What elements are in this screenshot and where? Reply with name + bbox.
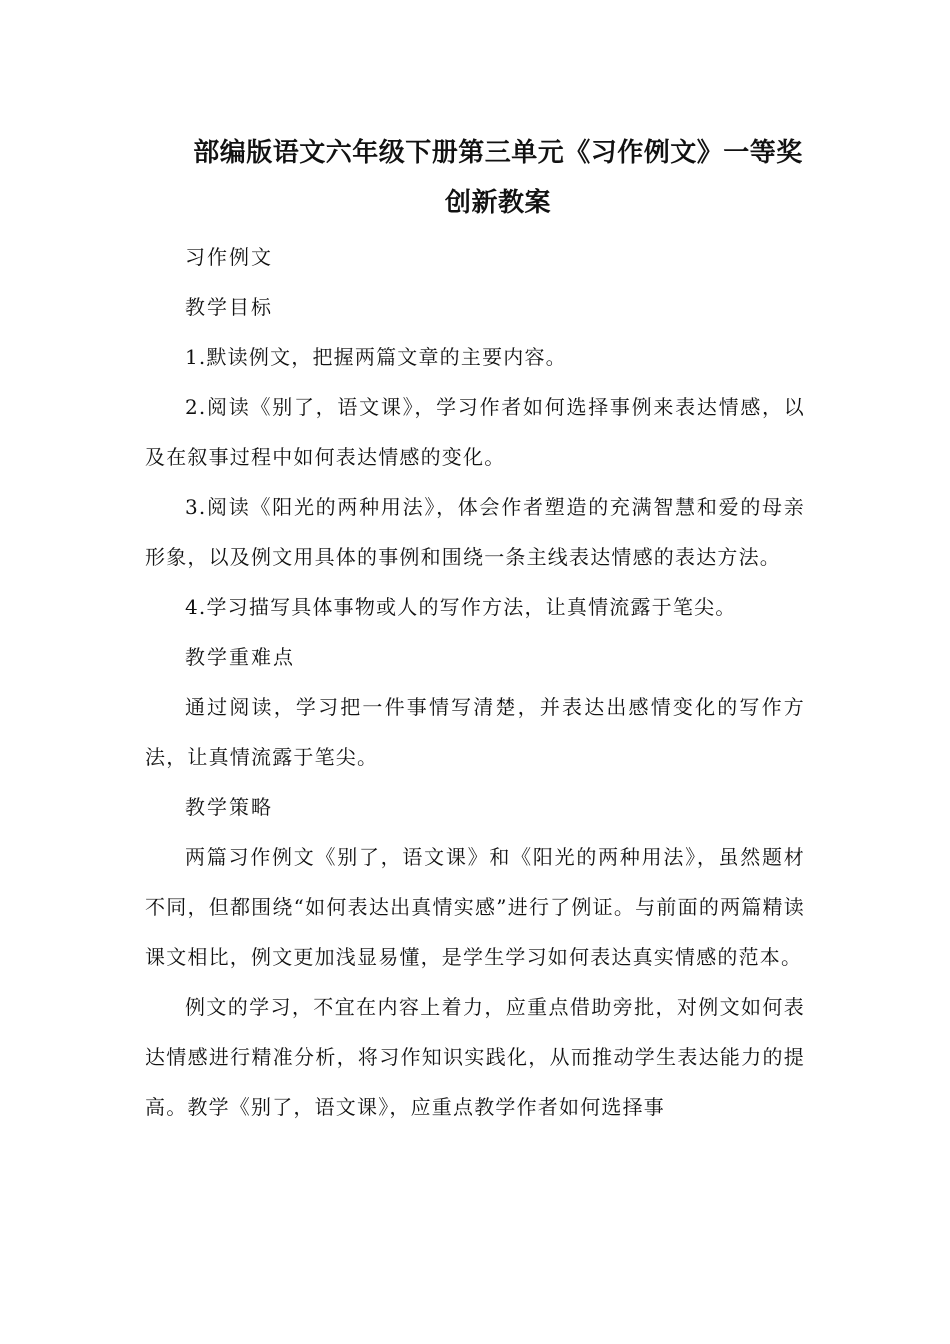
section-heading-teaching-goals: 教学目标 [185,295,273,319]
goal-item-4: 4.学习描写具体事物或人的写作方法，让真情流露于笔尖。 [185,595,737,619]
document-title [145,128,805,228]
goal-item-1: 1.默读例文，把握两篇文章的主要内容。 [185,345,567,369]
document-body [145,232,805,1132]
section-heading-strategy: 教学策略 [185,795,273,819]
key-points-paragraph: 通过阅读，学习把一件事情写清楚，并表达出感情变化的写作方法，让真情流露于笔尖。 [145,695,805,769]
title-line-1: 部编版语文六年级下册第三单元《习作例文》一等奖 [193,138,803,168]
strategy-paragraph-2: 例文的学习，不宜在内容上着力，应重点借助旁批，对例文如何表达情感进行精准分析，将习作知识实践化，从而推动学生表达能力的提高。教学《别了，语文课》，应重点教学作者如何选择事 [145,995,805,1119]
goal-item-3: 3.阅读《阳光的两种用法》，体会作者塑造的充满智慧和爱的母亲形象，以及例文用具体的事例和围绕一条主线表达情感的表达方法。 [145,495,805,569]
strategy-paragraph-1: 两篇习作例文《别了，语文课》和《阳光的两种用法》，虽然题材不同，但都围绕“如何表达出真情实感”进行了例证。与前面的两篇精读课文相比，例文更加浅显易懂，是学生学习如何表达真实情感的范本。 [145,845,805,969]
document-page [145,128,805,1132]
goal-item-2: 2.阅读《别了，语文课》，学习作者如何选择事例来表达情感，以及在叙事过程中如何表达情感的变化。 [145,395,805,469]
section-heading-xizuo-liwen: 习作例文 [185,245,273,269]
section-heading-key-points: 教学重难点 [185,645,295,669]
title-line-2: 创新教案 [444,188,551,218]
